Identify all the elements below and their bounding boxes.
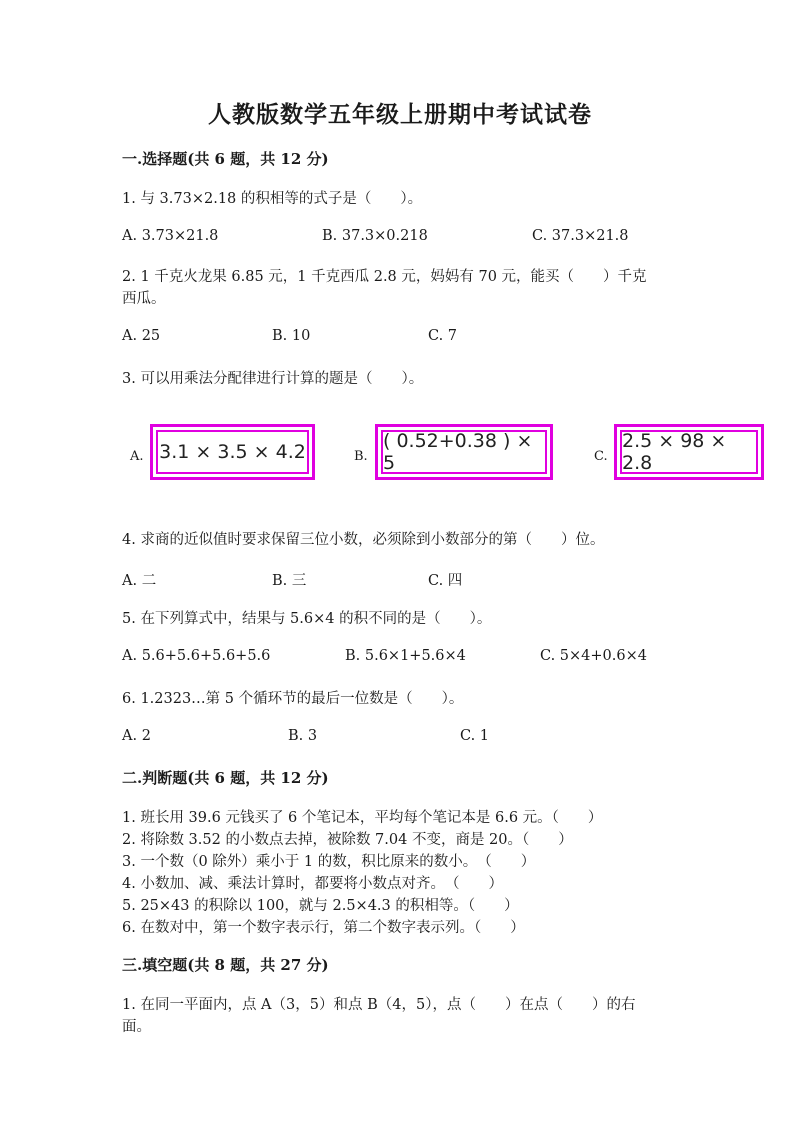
option-c: C. 5×4+0.6×4 [540,648,647,664]
option-b: B. 三 [272,573,307,589]
judge-item: 1. 班长用 39.6 元钱买了 6 个笔记本，平均每个笔记本是 6.6 元。（ ） [122,810,603,826]
option-a: A. 25 [122,328,161,344]
section-heading-fill: 三.填空题(共 8 题，共 27 分) [122,956,329,974]
question-1: 1. 与 3.73×2.18 的积相等的式子是（ ）。 [122,191,423,207]
option-a-label: A. [130,449,144,464]
section-heading-judge: 二.判断题(共 6 题，共 12 分) [122,769,329,787]
judge-item: 3. 一个数（0 除外）乘小于 1 的数，积比原来的数小。 （ ） [122,854,536,870]
judge-item: 5. 25×43 的积除以 100，就与 2.5×4.3 的积相等。（ ） [122,898,519,914]
option-a: A. 5.6+5.6+5.6+5.6 [122,648,271,664]
option-c-expression-box [614,424,764,480]
option-c: C. 1 [460,728,490,744]
option-a-expression-box [150,424,315,480]
option-c: C. 37.3×21.8 [532,228,629,244]
option-b-expression-box [375,424,553,480]
fill-question-1-line-1: 1. 在同一平面内，点 A（3，5）和点 B（4，5），点（ ）在点（ ）的右 [122,997,636,1013]
option-a: A. 二 [122,573,157,589]
judge-item: 4. 小数加、减、乘法计算时，都要将小数点对齐。 （ ） [122,876,503,892]
option-b-label: B. [354,449,368,464]
option-b: B. 5.6×1+5.6×4 [345,648,466,664]
question-6: 6. 1.2323…第 5 个循环节的最后一位数是（ ）。 [122,691,464,707]
fill-question-1-line-2: 面。 [122,1019,151,1035]
option-a: A. 3.73×21.8 [122,228,219,244]
question-5: 5. 在下列算式中，结果与 5.6×4 的积不同的是（ ）。 [122,611,492,627]
option-c: C. 7 [428,328,458,344]
question-3: 3. 可以用乘法分配律进行计算的题是（ ）。 [122,371,424,387]
question-2-line-1: 2. 1 千克火龙果 6.85 元，1 千克西瓜 2.8 元，妈妈有 70 元，能买（ ）千克 [122,269,647,285]
option-b: B. 37.3×0.218 [322,228,428,244]
question-4: 4. 求商的近似值时要求保留三位小数，必须除到小数部分的第（ ）位。 [122,532,605,548]
section-heading-choice: 一.选择题(共 6 题，共 12 分) [122,150,329,168]
option-b-expression: ( 0.52+0.38 ) × 5 [381,430,547,474]
option-a-expression: 3.1 × 3.5 × 4.2 [156,430,309,474]
judge-item: 6. 在数对中，第一个数字表示行，第二个数字表示列。（ ） [122,920,525,936]
option-b: B. 3 [288,728,318,744]
question-2-line-2: 西瓜。 [122,291,166,307]
option-c-label: C. [594,449,608,464]
option-a: A. 2 [122,728,151,744]
option-c-expression: 2.5 × 98 × 2.8 [620,430,758,474]
option-b: B. 10 [272,328,311,344]
page-title: 人教版数学五年级上册期中考试试卷 [208,101,592,128]
option-c: C. 四 [428,573,463,589]
judge-item: 2. 将除数 3.52 的小数点去掉，被除数 7.04 不变，商是 20。（ ） [122,832,573,848]
